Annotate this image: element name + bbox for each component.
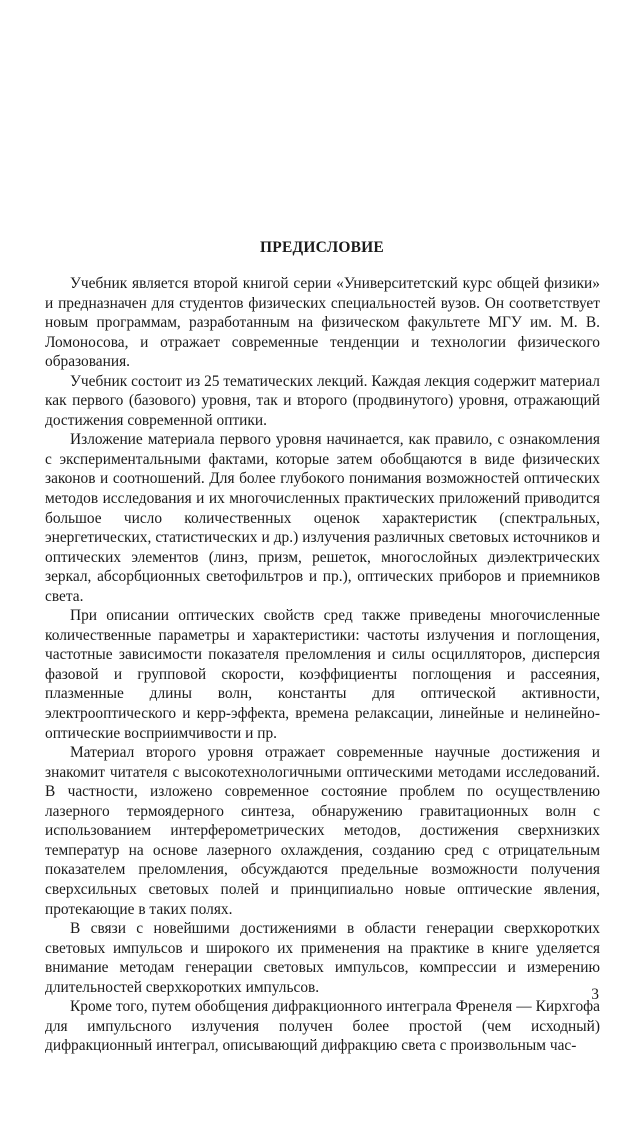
paragraph-5: Материал второго уровня отражает современные научные достижения и знакомит читателя с высокотехнологичными оптическими методами исследований. В частности, изложено современное состояние проблем по осуществлению лазерного термоядерного синтеза, обнаружению гравитационных волн с использованием интерферометрических методов, достижения сверхнизких температур на основе лазерного охлаждения, созданию сред с отрицательным показателем преломления, обсуждаются предельные возможности получения сверхсильных световых полей и принципиально новые оптические явления, протекающие в таких полях.	[45, 744, 600, 918]
page-title: ПРЕДИСЛОВИЕ	[260, 239, 384, 256]
paragraph-4: При описании оптических свойств сред также приведены многочисленные количественные параметры и характеристики: частоты излучения и поглощения, частотные зависимости показателя преломления и силы осцилляторов, дисперсия фазовой и групповой скорости, коэффициенты поглощения и рассеяния, плазменные длины волн, константы для оптической активности, электрооптического и керр-эффекта, времена релаксации, линейные и нелинейно-оптические восприимчивости и пр.	[45, 607, 600, 742]
paragraph-3: Изложение материала первого уровня начинается, как правило, с ознакомления с экспериментальными фактами, которые затем обобщаются в виде физических законов и соотношений. Для более глубокого понимания возможностей оптических методов исследования и их многочисленных практических приложений приводится большое число количественных оценок характеристик (спектральных, энергетических, статистических и др.) излучения различных световых источников и оптических элементов (линз, призм, решеток, многослойных диэлектрических зеркал, абсорбционных светофильтров и пр.), оптических приборов и приемников света.	[45, 431, 600, 605]
page-number: 3	[591, 986, 599, 1003]
paragraph-6: В связи с новейшими достижениями в области генерации сверхкоротких световых импульсов и широкого их применения на практике в книге уделяется внимание методам генерации световых импульсов, компрессии и измерению длительностей сверхкоротких импульсов.	[45, 920, 600, 996]
paragraph-2: Учебник состоит из 25 тематических лекций. Каждая лекция содержит материал как первого (базового) уровня, так и второго (продвинутого) уровня, отражающий достижения современной оптики.	[45, 372, 600, 429]
paragraph-7: Кроме того, путем обобщения дифракционного интеграла Френеля — Кирхгофа для импульсного излучения получен более простой (чем исходный) дифракционный интеграл, описывающий дифракцию света с произвольным час-	[45, 998, 600, 1055]
paragraph-1: Учебник является второй книгой серии «Университетский курс общей физики» и предназначен для студентов физических специальностей вузов. Он соответствует новым программам, разработанным на физическом факультете МГУ им. М. В. Ломоносова, и отражает современные тенденции и технологии физического образования.	[45, 275, 600, 371]
preface-body	[45, 274, 600, 1056]
